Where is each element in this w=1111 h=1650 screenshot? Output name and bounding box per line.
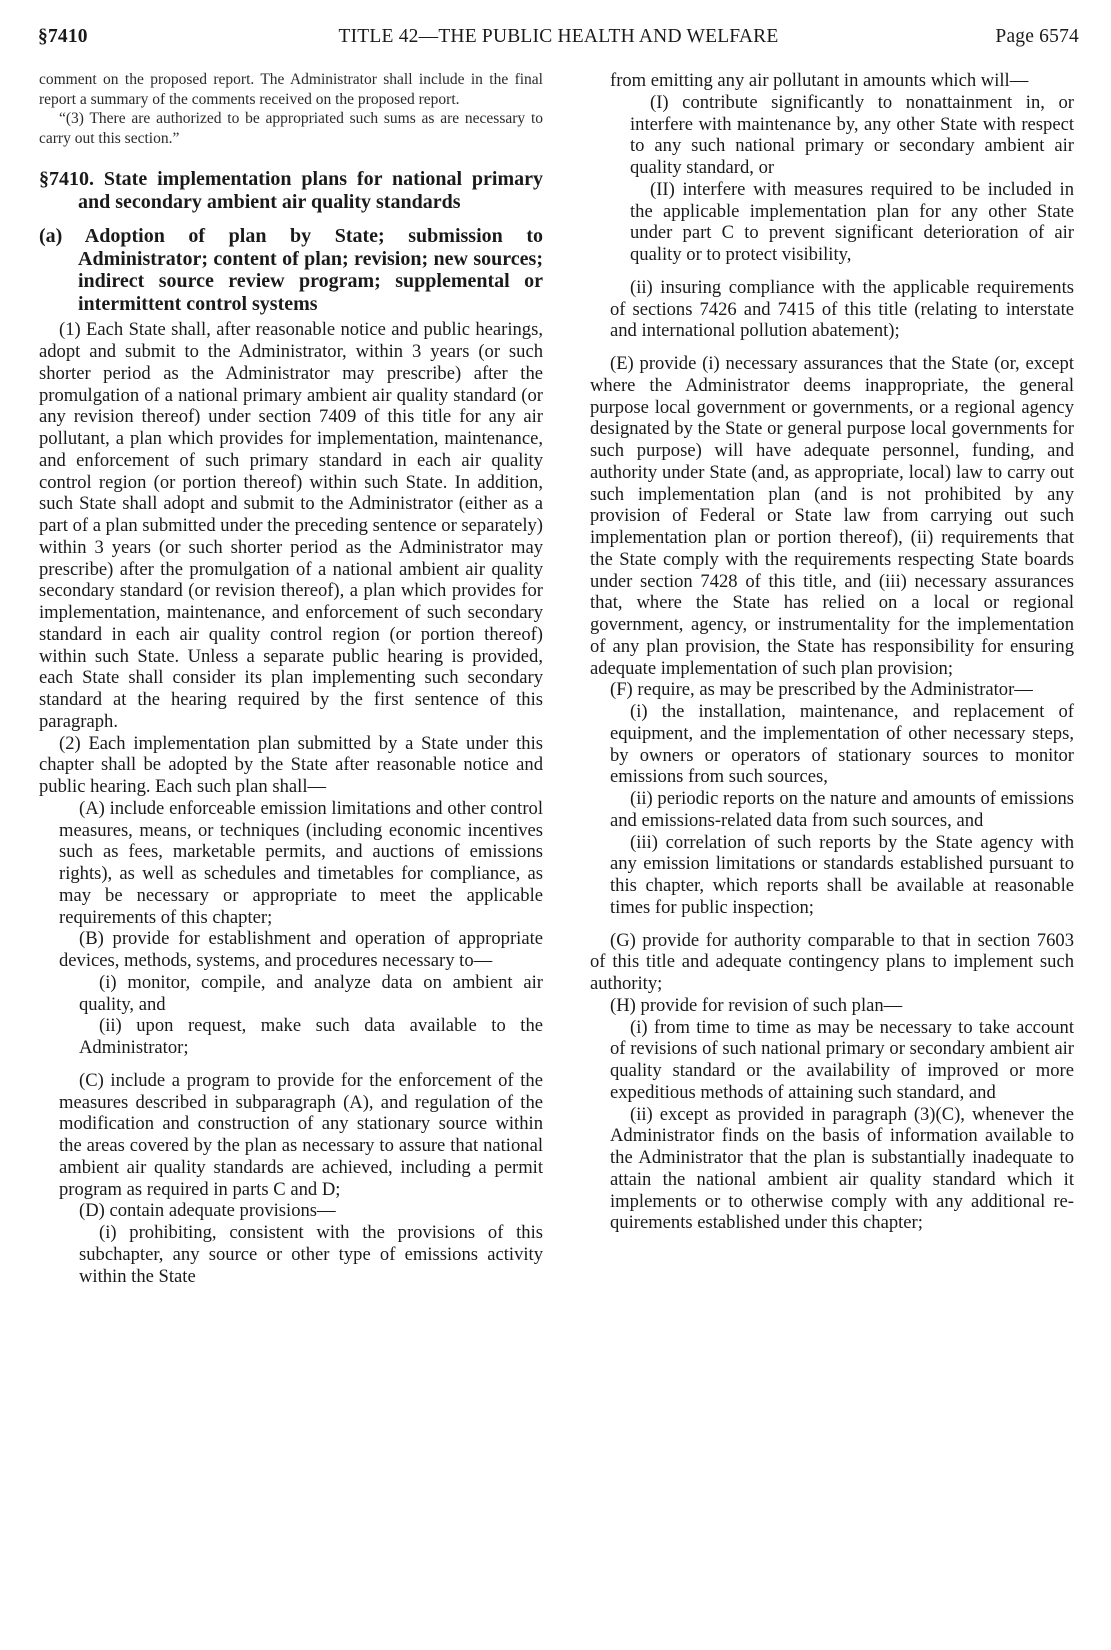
item-D: (D) contain adequate provisions— xyxy=(79,1200,336,1222)
carryover-note: comment on the proposed report. The Administrator shall include in the final report a summary of the comments received on the proposed report. xyxy=(39,71,543,108)
item-A: (A) include enforceable emission limitations and other control measures, means, or techniques (including economic incentives such as fees, marketable permits, and auctions of emissions rights), as well as schedules and timetables for compliance, as may be necessary or appropriate to meet the applicable requirements of this chapter; xyxy=(59,797,543,928)
item-H-ii: (ii) except as provided in paragraph (3)(C), whenever the Administrator finds on the basis of information available to the Administrator that the plan is substantially inadequate to attain the national ambient air quality standard which it implements or to otherwise comply with any additional requirements established under this chapter; xyxy=(610,1103,1074,1234)
item-F-i: (i) the installation, maintenance, and replacement of equipment, and the implementation of other necessary steps, by owners or operators of stationary sources to monitor emissions from such sources, xyxy=(610,701,1074,788)
item-F-iii: (iii) correlation of such reports by the State agency with any emission limitations or standards established pursuant to this chapter, which reports shall be available at reasonable times for public inspection; xyxy=(610,831,1074,918)
right-column xyxy=(570,70,1074,1234)
page-number: Page 6574 xyxy=(995,26,1079,47)
item-F: (F) require, as may be prescribed by the Administrator— xyxy=(610,679,1033,701)
item-H-i: (i) from time to time as may be necessary to take account of revisions of such national primary or secondary ambient air quality standard or the availability of improved or more expeditious methods of attaining such standard, and xyxy=(610,1016,1074,1103)
paragraph-1: (1) Each State shall, after reasonable notice and public hearings, adopt and submit to the Administrator, within 3 years (or such shorter period as the Administrator may prescribe) after the promulgation of a national primary ambient air quality standard (or any revision thereof) under section 7409 of this title for any air pollutant, a plan which provides for implementation, maintenance, and enforcement of such primary standard in each air quality control region (or portion thereof) within such State. In addition, such State shall adopt and submit to the Administrator (either as a part of a plan submitted under the preceding sentence or separately) within 3 years (or such shorter period as the Administrator may prescribe) after the promulgation of a national ambient air quality secondary standard (or revision thereof), a plan which provides for implementation, maintenance, and enforcement of such secondary standard in each air quality control region (or portion thereof) within such State. Unless a separate public hearing is provided, each State shall consider its plan implementing such secondary standard at the hearing required by the first sentence of this paragraph. xyxy=(39,319,543,732)
item-B-ii: (ii) upon request, make such data available to the Administrator; xyxy=(79,1015,543,1059)
section-heading: §7410. State implementation plans for national primary and secondary ambient air quality standards xyxy=(39,168,543,213)
item-D-i-continued: from emitting any air pollutant in amounts which will— xyxy=(610,70,1029,91)
note-paragraph-3: “(3) There are authorized to be appropriated such sums as are necessary to carry out this section.” xyxy=(39,110,543,147)
item-D-i-I: (I) contribute significantly to nonattainment in, or interfere with maintenance by, any other State with respect to any such national primary or secondary ambient air quality standard, or xyxy=(630,91,1074,178)
running-title: TITLE 42—THE PUBLIC HEALTH AND WELFARE xyxy=(338,26,779,47)
item-C: (C) include a program to provide for the enforcement of the measures described in subparagraph (A), and regulation of the modification and construction of any stationary source within the areas covered by the plan as necessary to assure that national ambient air quality standards are achieved, including a permit program as required in parts C and D; xyxy=(59,1069,543,1200)
item-H: (H) provide for revision of such plan— xyxy=(610,994,903,1016)
paragraph-2: (2) Each implementation plan submitted by a State under this chapter shall be adopted by the State after reasonable notice and public hearing. Each such plan shall— xyxy=(39,732,543,798)
item-D-i-II: (II) interfere with measures required to be included in the applicable implementation plan for any other State under part C to prevent significant deterioration of air quality or to protect visibility, xyxy=(630,178,1074,265)
item-B-i: (i) monitor, compile, and analyze data on ambient air quality, and xyxy=(79,971,543,1015)
item-E: (E) provide (i) necessary assurances that the State (or, except where the Administrator deems inappropriate, the general purpose local government or governments, or a regional agency designated by the State or general purpose local governments for such purpose) will have adequate personnel, funding, and authority under State (and, as appropriate, local) law to carry out such implementation plan (and is not prohibited by any provision of Federal or State law from carrying out such implementation plan or portion thereof), (ii) requirements that the State comply with the requirements respecting State boards under section 7428 of this title, and (iii) necessary assurances that, where the State has relied on a local or regional government, agency, or instrumentality for the implementation of any plan provision, the State has responsibility for ensuring adequate implementation of such plan provision; xyxy=(590,353,1074,679)
running-section-number: §7410 xyxy=(38,26,88,47)
item-B: (B) provide for establishment and operation of appropriate devices, methods, systems, and procedures necessary to— xyxy=(59,928,543,972)
left-column xyxy=(39,70,543,1287)
item-D-ii: (ii) insuring compliance with the applicable requirements of sections 7426 and 7415 of this title (relating to interstate and international pollution abatement); xyxy=(610,276,1074,342)
page-header xyxy=(38,26,1079,52)
item-F-ii: (ii) periodic reports on the nature and amounts of emissions and emissions-related data from such sources, and xyxy=(610,788,1074,831)
item-D-i: (i) prohibiting, consistent with the provisions of this subchapter, any source or other type of emissions activity within the State xyxy=(79,1222,543,1287)
subsection-heading-a: (a) Adoption of plan by State; submission to Administrator; content of plan; revision; new sources; indirect source review program; supplemental or intermittent control systems xyxy=(39,225,543,315)
item-G: (G) provide for authority comparable to that in section 7603 of this title and adequate contingency plans to implement such authority; xyxy=(590,929,1074,994)
